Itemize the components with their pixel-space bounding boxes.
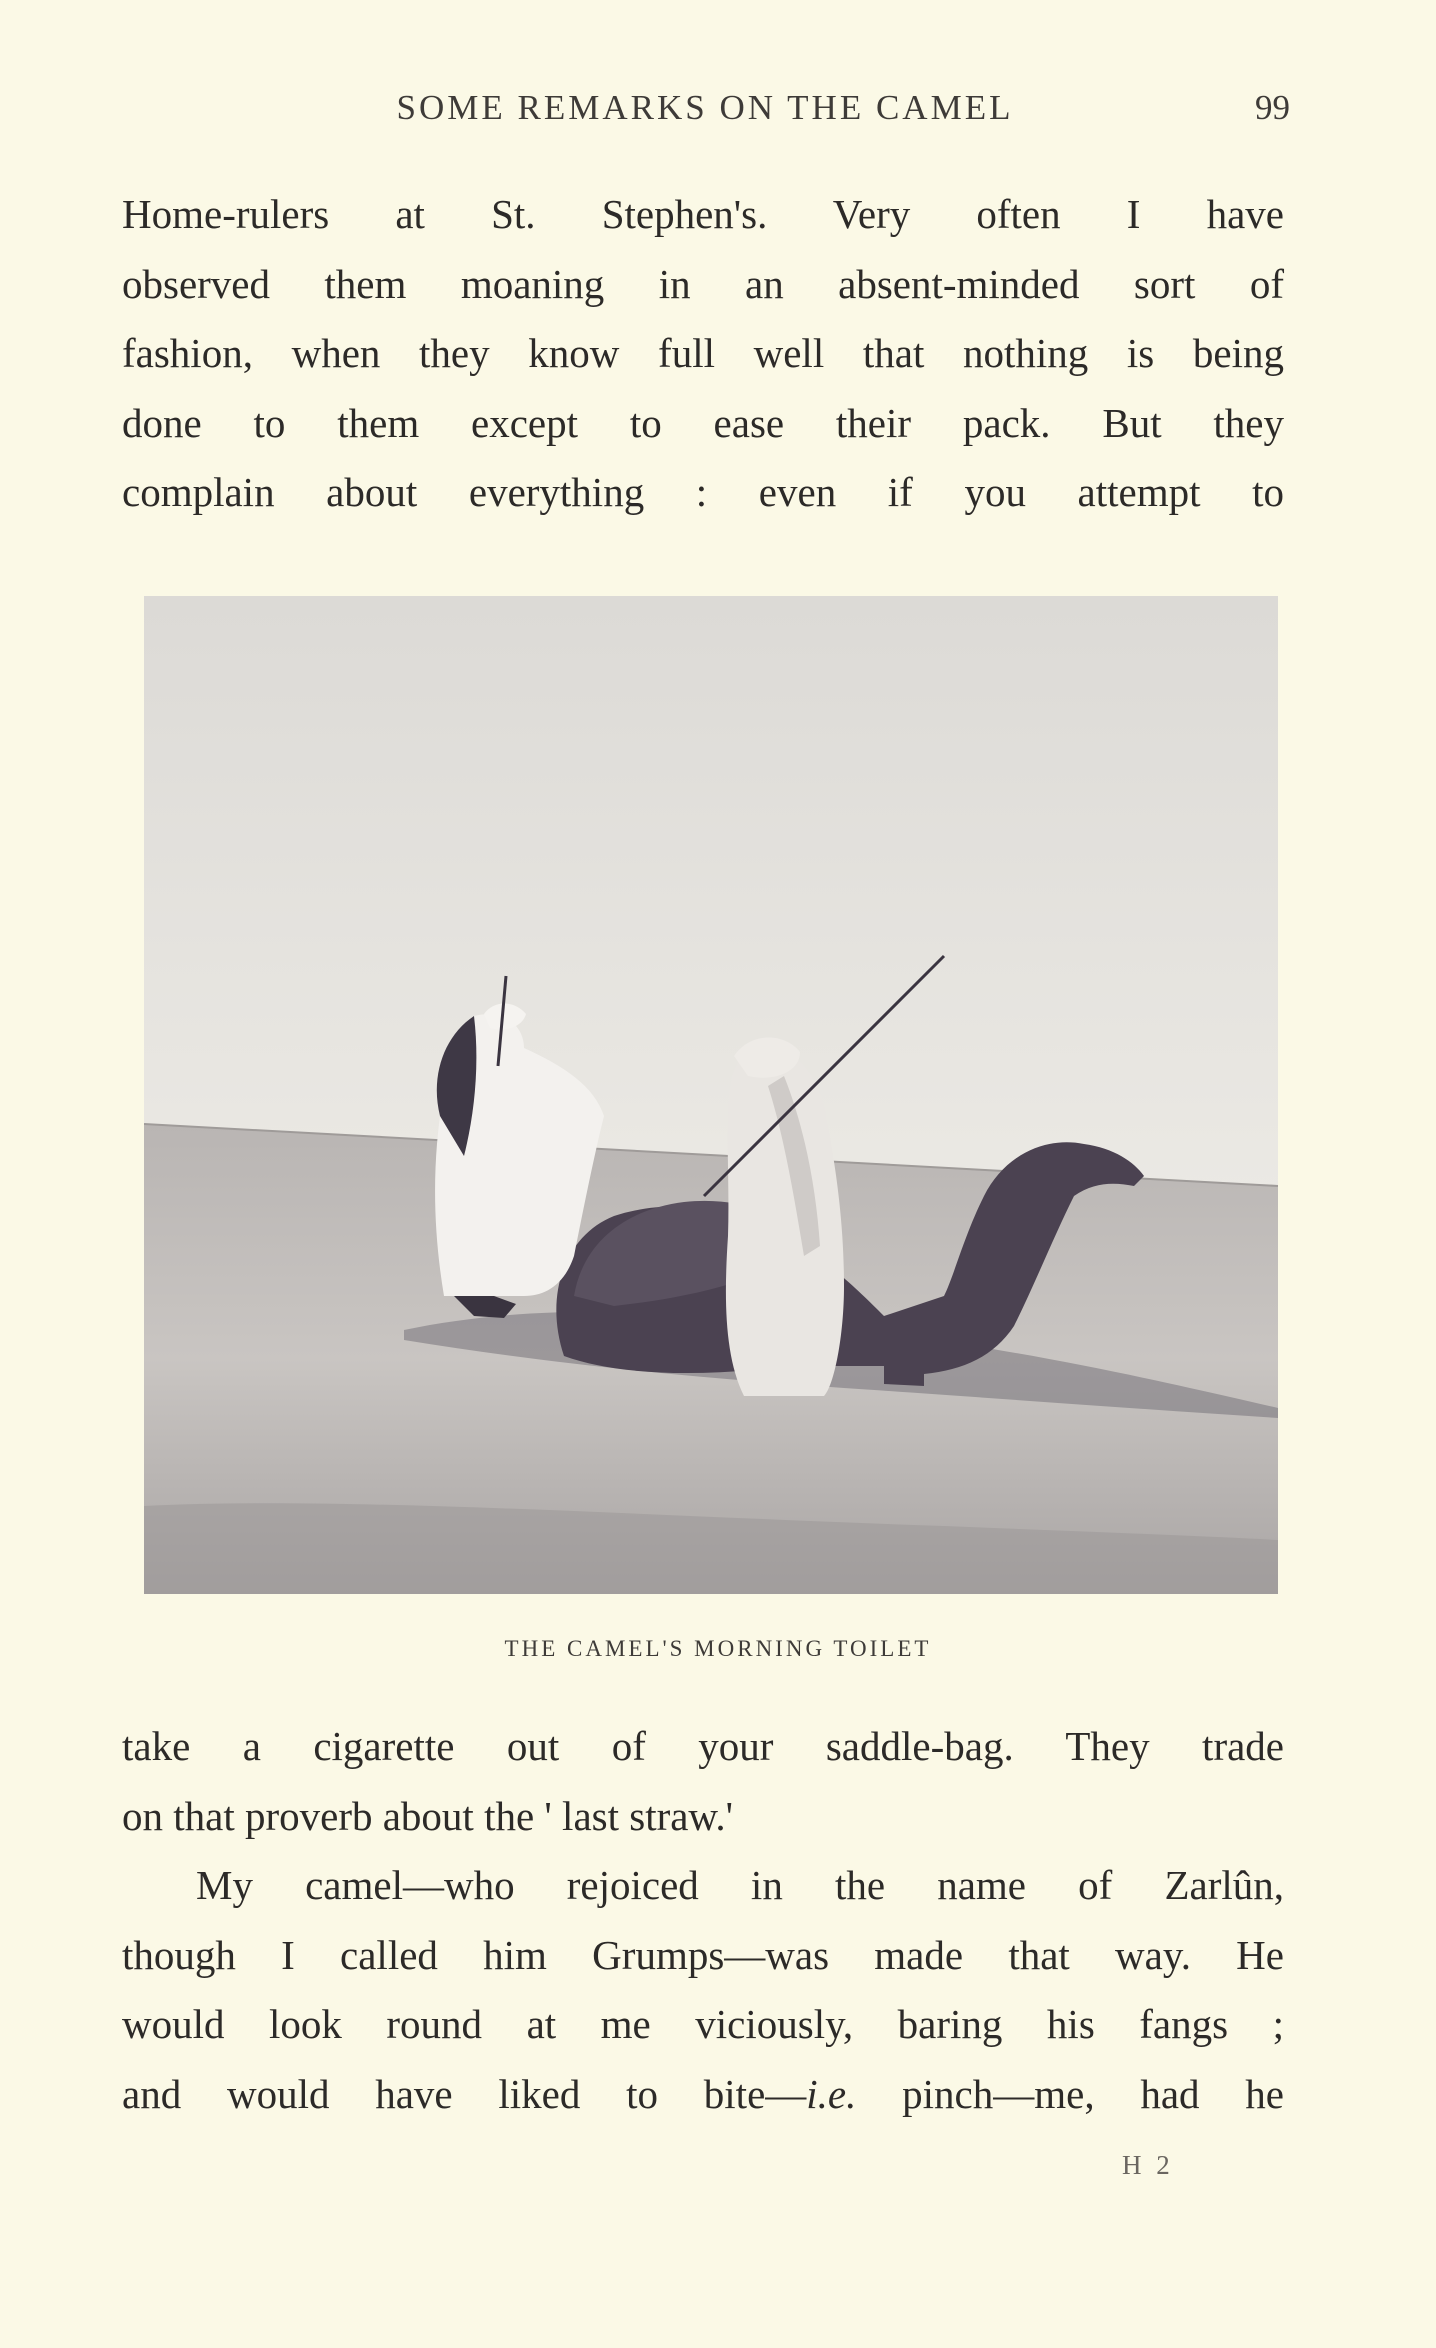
text-line: though I called him Grumps—was made that way. He	[122, 1931, 1284, 1978]
text-line: take a cigarette out of your saddle-bag. They trade	[122, 1723, 1284, 1769]
running-head: SOME REMARKS ON THE CAMEL	[396, 88, 1014, 127]
text-line: done to them except to ease their pack. But they	[122, 399, 1284, 446]
text-line: My camel—who rejoiced in the name of Zarlûn,	[196, 1862, 1284, 1908]
page-number: 99	[1255, 88, 1290, 127]
italic-abbreviation: i.e.	[806, 2070, 857, 2117]
text-line: complain about everything : even if you attempt to	[122, 469, 1284, 515]
text-line: Home-rulers at St. Stephen's. Very often I have	[122, 191, 1284, 237]
paragraph-top	[122, 180, 1284, 528]
text-fragment: pinch—me, had he	[856, 2070, 1284, 2117]
signature-mark: H 2	[1122, 2150, 1174, 2180]
text-line: would look round at me viciously, baring his fangs ;	[122, 2001, 1284, 2047]
text-line-mixed	[122, 2060, 1284, 2130]
figure-caption: THE CAMEL'S MORNING TOILET	[504, 1636, 932, 1661]
page-header	[120, 88, 1290, 138]
text-fragment: and would have liked to bite—	[122, 2070, 807, 2117]
text-line: on that proverb about the ' last straw.'	[122, 1792, 734, 1839]
text-line: fashion, when they know full well that nothing is being	[122, 330, 1284, 376]
text-line: observed them moaning in an absent-minded sort of	[122, 260, 1284, 307]
paragraph-bottom	[122, 1712, 1284, 2129]
camel-photograph	[144, 596, 1278, 1594]
